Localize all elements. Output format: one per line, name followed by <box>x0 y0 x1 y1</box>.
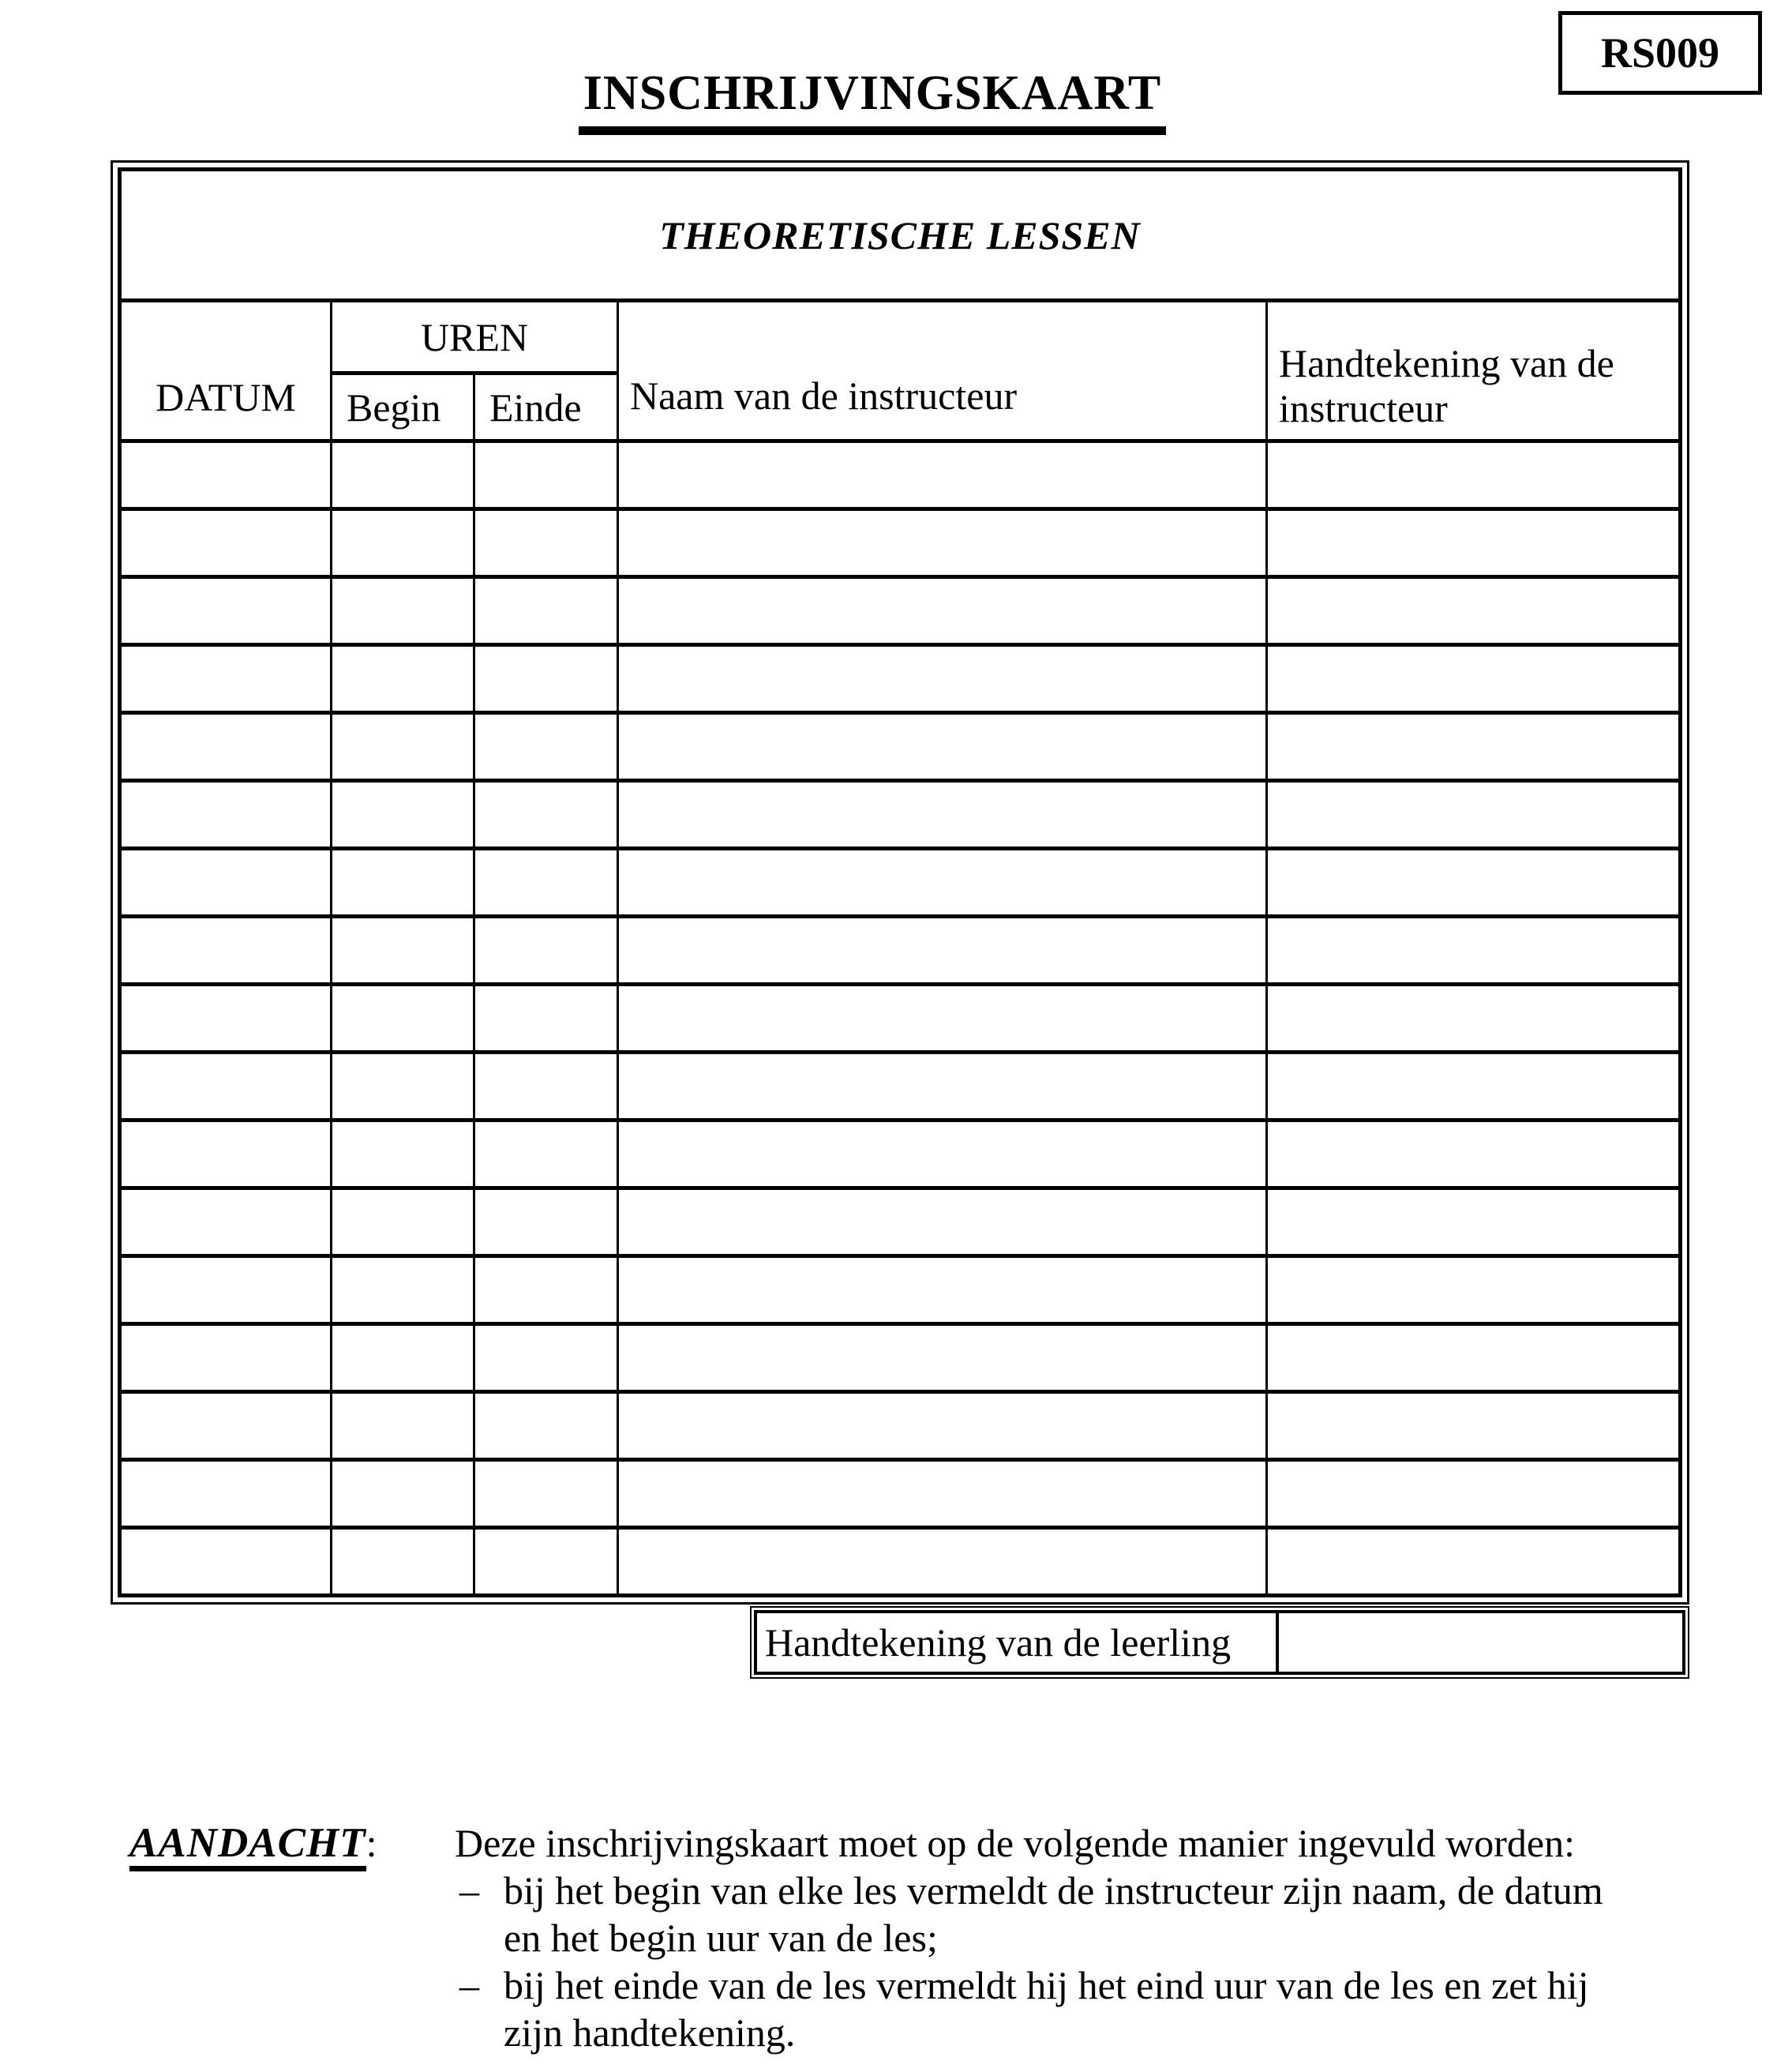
table-row <box>120 1460 1681 1528</box>
table-row <box>120 509 1681 577</box>
empty-cell <box>618 1120 1267 1188</box>
form-code-box <box>1558 11 1762 95</box>
table-row <box>120 713 1681 781</box>
note-item-line: bij het begin van elke les vermeldt de instructeur zijn naam, de datum <box>504 1868 1603 1912</box>
student-signature-inner <box>754 1610 1685 1675</box>
empty-cell <box>618 985 1267 1053</box>
empty-cell <box>618 509 1267 577</box>
empty-cell <box>120 1392 332 1460</box>
empty-cell <box>332 849 474 917</box>
empty-cell <box>474 1120 618 1188</box>
empty-cell <box>474 1188 618 1256</box>
empty-cell <box>120 917 332 985</box>
empty-cell <box>120 781 332 849</box>
empty-cell <box>120 849 332 917</box>
empty-cell <box>1267 1256 1681 1324</box>
empty-cell <box>332 1528 474 1596</box>
empty-cell <box>474 985 618 1053</box>
empty-cell <box>474 1528 618 1596</box>
empty-cell <box>332 441 474 509</box>
empty-cell <box>1267 1188 1681 1256</box>
empty-cell <box>1267 781 1681 849</box>
empty-cell <box>1267 1324 1681 1392</box>
empty-cell <box>618 917 1267 985</box>
empty-cell <box>120 1528 332 1596</box>
empty-cell <box>474 917 618 985</box>
empty-cell <box>120 1324 332 1392</box>
empty-cell <box>332 1188 474 1256</box>
empty-cell <box>1267 1053 1681 1120</box>
table-row <box>120 1188 1681 1256</box>
table-row <box>120 1324 1681 1392</box>
note-item-text <box>504 1867 1706 1961</box>
note-item-line: zijn handtekening. <box>504 2010 796 2055</box>
section-title-row <box>120 170 1681 301</box>
form-code: RS009 <box>1600 29 1720 77</box>
empty-cell <box>1267 1392 1681 1460</box>
attention-note <box>129 1819 1706 2056</box>
empty-cell <box>474 509 618 577</box>
col-header-einde: Einde <box>474 373 618 441</box>
empty-cell <box>1267 917 1681 985</box>
lessons-table-body <box>120 441 1681 1596</box>
table-row <box>120 849 1681 917</box>
empty-cell <box>618 1256 1267 1324</box>
attention-label: AANDACHT <box>129 1824 366 1871</box>
empty-cell <box>474 1392 618 1460</box>
empty-cell <box>120 1256 332 1324</box>
note-item-line: en het begin uur van de les; <box>504 1916 938 1960</box>
empty-cell <box>120 441 332 509</box>
table-row <box>120 441 1681 509</box>
attention-body <box>455 1819 1706 2056</box>
empty-cell <box>332 1392 474 1460</box>
lessons-table <box>118 167 1682 1597</box>
col-header-naam: Naam van de instructeur <box>618 301 1267 441</box>
empty-cell <box>120 645 332 713</box>
empty-cell <box>474 1460 618 1528</box>
empty-cell <box>618 1460 1267 1528</box>
table-row <box>120 1528 1681 1596</box>
empty-cell <box>1267 849 1681 917</box>
table-row <box>120 645 1681 713</box>
table-row <box>120 781 1681 849</box>
attention-colon: : <box>366 1821 377 1865</box>
empty-cell <box>332 985 474 1053</box>
empty-cell <box>332 509 474 577</box>
table-row <box>120 985 1681 1053</box>
empty-cell <box>618 577 1267 645</box>
empty-cell <box>1267 509 1681 577</box>
empty-cell <box>332 917 474 985</box>
table-row <box>120 917 1681 985</box>
col-header-handtekening: Handtekening van de instructeur <box>1267 301 1681 441</box>
attention-label-wrap <box>129 1819 455 1871</box>
empty-cell <box>332 645 474 713</box>
empty-cell <box>474 713 618 781</box>
empty-cell <box>1267 1460 1681 1528</box>
empty-cell <box>120 1053 332 1120</box>
empty-cell <box>332 577 474 645</box>
dash-marker: – <box>459 1963 479 2007</box>
page-title: INSCHRIJVINGSKAART <box>579 68 1166 135</box>
section-title: THEORETISCHE LESSEN <box>120 170 1681 301</box>
empty-cell <box>120 713 332 781</box>
empty-cell <box>618 1528 1267 1596</box>
empty-cell <box>474 645 618 713</box>
empty-cell <box>120 1460 332 1528</box>
empty-cell <box>1267 645 1681 713</box>
header-row-top <box>120 301 1681 373</box>
empty-cell <box>332 1324 474 1392</box>
empty-cell <box>332 1460 474 1528</box>
col-header-uren: UREN <box>332 301 618 373</box>
empty-cell <box>474 849 618 917</box>
empty-cell <box>1267 985 1681 1053</box>
empty-cell <box>332 1256 474 1324</box>
note-item-text <box>504 1961 1706 2056</box>
table-row <box>120 1256 1681 1324</box>
dash-marker: – <box>459 1868 479 1912</box>
student-signature-label: Handtekening van de leerling <box>757 1613 1279 1672</box>
empty-cell <box>618 713 1267 781</box>
empty-cell <box>1267 441 1681 509</box>
page-title-wrap <box>0 68 1745 135</box>
empty-cell <box>618 1324 1267 1392</box>
empty-cell <box>120 1120 332 1188</box>
empty-cell <box>332 713 474 781</box>
col-header-begin: Begin <box>332 373 474 441</box>
empty-cell <box>474 1324 618 1392</box>
table-row <box>120 1392 1681 1460</box>
empty-cell <box>618 645 1267 713</box>
col-header-datum: DATUM <box>120 301 332 441</box>
empty-cell <box>618 849 1267 917</box>
lessons-table-frame <box>111 160 1689 1605</box>
empty-cell <box>474 577 618 645</box>
empty-cell <box>1267 1528 1681 1596</box>
lessons-table-header <box>120 170 1681 441</box>
table-row <box>120 577 1681 645</box>
student-signature-box <box>750 1606 1689 1679</box>
empty-cell <box>120 577 332 645</box>
empty-cell <box>618 781 1267 849</box>
empty-cell <box>332 781 474 849</box>
note-intro: Deze inschrijvingskaart moet op de volgende manier ingevuld worden: <box>455 1821 1576 1865</box>
empty-cell <box>1267 713 1681 781</box>
empty-cell <box>1267 577 1681 645</box>
empty-cell <box>618 1188 1267 1256</box>
empty-cell <box>120 985 332 1053</box>
empty-cell <box>474 441 618 509</box>
empty-cell <box>1267 1120 1681 1188</box>
empty-cell <box>120 509 332 577</box>
empty-cell <box>332 1120 474 1188</box>
empty-cell <box>120 1188 332 1256</box>
empty-cell <box>618 441 1267 509</box>
empty-cell <box>474 1256 618 1324</box>
table-row <box>120 1053 1681 1120</box>
note-item <box>455 1961 1706 2056</box>
empty-cell <box>618 1053 1267 1120</box>
empty-cell <box>332 1053 474 1120</box>
empty-cell <box>474 781 618 849</box>
empty-cell <box>474 1053 618 1120</box>
lessons-form-area <box>111 160 1689 1679</box>
table-row <box>120 1120 1681 1188</box>
note-item-line: bij het einde van de les vermeldt hij het eind uur van de les en zet hij <box>504 1963 1589 2007</box>
student-signature-space <box>1279 1613 1682 1672</box>
note-item <box>455 1867 1706 1961</box>
empty-cell <box>618 1392 1267 1460</box>
